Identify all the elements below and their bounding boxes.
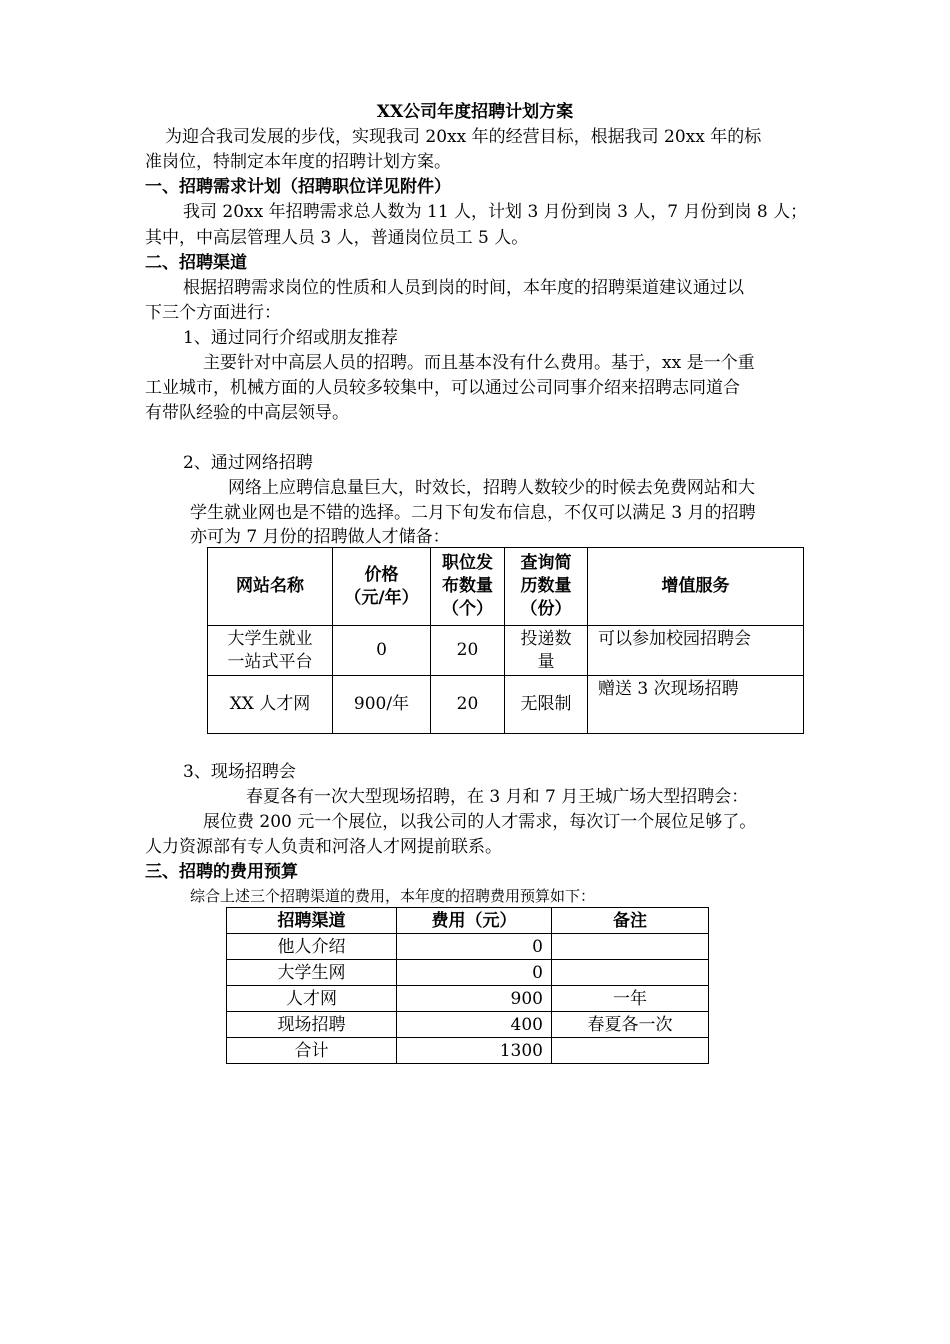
header-cost: 费用（元） <box>397 908 552 934</box>
section3-intro: 综合上述三个招聘渠道的费用，本年度的招聘费用预算如下： <box>190 887 596 905</box>
header-posts: 职位发 布数量 （个） <box>431 548 505 626</box>
section3-heading: 三、招聘的费用预算 <box>145 862 298 882</box>
section2-line-1: 根据招聘需求岗位的性质和人员到岗的时间，本年度的招聘渠道建议通过以 <box>183 278 744 298</box>
table-header-row <box>208 548 804 626</box>
header-note: 备注 <box>552 908 709 934</box>
header-resumes: 查询简 历数量 （份） <box>505 548 588 626</box>
cell-price: 0 <box>333 626 431 676</box>
channel2-line-2: 学生就业网也是不错的选择。二月下旬发布信息，不仅可以满足 3 月的招聘 <box>190 503 756 523</box>
section1-line-2: 其中，中高层管理人员 3 人，普通岗位员工 5 人。 <box>145 228 529 248</box>
channel2-title: 2、通过网络招聘 <box>183 453 313 473</box>
cell-cost: 0 <box>397 934 552 960</box>
table-row <box>227 1012 709 1038</box>
channel2-line-1: 网络上应聘信息量巨大，时效长，招聘人数较少的时候去免费网站和大 <box>228 478 755 498</box>
budget-table <box>226 907 709 1064</box>
channel1-line-3: 有带队经验的中高层领导。 <box>145 403 349 423</box>
header-price: 价格 （元/年） <box>333 548 431 626</box>
cell-resumes: 投递数 量 <box>505 626 588 676</box>
cell-note <box>552 960 709 986</box>
header-channel: 招聘渠道 <box>227 908 397 934</box>
channel2-line-3: 亦可为 7 月份的招聘做人才储备： <box>190 527 450 547</box>
table-row <box>208 626 804 676</box>
channel1-line-1: 主要针对中高层人员的招聘。而且基本没有什么费用。基于，xx 是一个重 <box>203 353 755 373</box>
cell-posts: 20 <box>431 676 505 734</box>
cell-note <box>552 1038 709 1064</box>
channel3-line-2: 展位费 200 元一个展位，以我公司的人才需求，每次订一个展位足够了。 <box>203 812 757 832</box>
cell-note <box>552 934 709 960</box>
table-row <box>227 986 709 1012</box>
channel3-line-3: 人力资源部有专人负责和河洛人才网提前联系。 <box>145 837 502 857</box>
channel3-title: 3、现场招聘会 <box>183 762 296 782</box>
cell-channel: 他人介绍 <box>227 934 397 960</box>
cell-note: 一年 <box>552 986 709 1012</box>
channel1-line-2: 工业城市，机械方面的人员较多较集中，可以通过公司同事介绍来招聘志同道合 <box>145 378 740 398</box>
channel3-line-1: 春夏各有一次大型现场招聘，在 3 月和 7 月王城广场大型招聘会： <box>246 787 749 807</box>
cell-service: 赠送 3 次现场招聘 <box>588 676 804 734</box>
table-header-row <box>227 908 709 934</box>
table-total-row <box>227 1038 709 1064</box>
cell-cost: 400 <box>397 1012 552 1038</box>
header-site: 网站名称 <box>208 548 333 626</box>
channel1-title: 1、通过同行介绍或朋友推荐 <box>183 328 398 348</box>
table-row <box>227 934 709 960</box>
section1-line-1: 我司 20xx 年招聘需求总人数为 11 人，计划 3 月份到岗 3 人，7 月份到岗 8 人； <box>183 202 808 222</box>
cell-note: 春夏各一次 <box>552 1012 709 1038</box>
cell-site: 大学生就业 一站式平台 <box>208 626 333 676</box>
intro-line-2: 准岗位，特制定本年度的招聘计划方案。 <box>145 152 451 172</box>
cell-price: 900/年 <box>333 676 431 734</box>
section2-heading: 二、招聘渠道 <box>145 253 247 273</box>
table-row <box>208 676 804 734</box>
cell-channel: 人才网 <box>227 986 397 1012</box>
cell-cost: 900 <box>397 986 552 1012</box>
cell-service: 可以参加校园招聘会 <box>588 626 804 676</box>
cell-posts: 20 <box>431 626 505 676</box>
section2-line-2: 下三个方面进行： <box>145 303 281 323</box>
cell-cost: 1300 <box>397 1038 552 1064</box>
cell-channel: 合计 <box>227 1038 397 1064</box>
table-row <box>227 960 709 986</box>
cell-resumes: 无限制 <box>505 676 588 734</box>
cell-cost: 0 <box>397 960 552 986</box>
intro-line-1: 为迎合我司发展的步伐，实现我司 20xx 年的经营目标，根据我司 20xx 年的标 <box>165 127 762 147</box>
header-service: 增值服务 <box>588 548 804 626</box>
section1-heading: 一、招聘需求计划（招聘职位详见附件） <box>145 177 451 197</box>
cell-channel: 大学生网 <box>227 960 397 986</box>
cell-site: XX 人才网 <box>208 676 333 734</box>
website-comparison-table <box>207 547 804 734</box>
cell-channel: 现场招聘 <box>227 1012 397 1038</box>
document-title: XX公司年度招聘计划方案 <box>376 102 574 122</box>
